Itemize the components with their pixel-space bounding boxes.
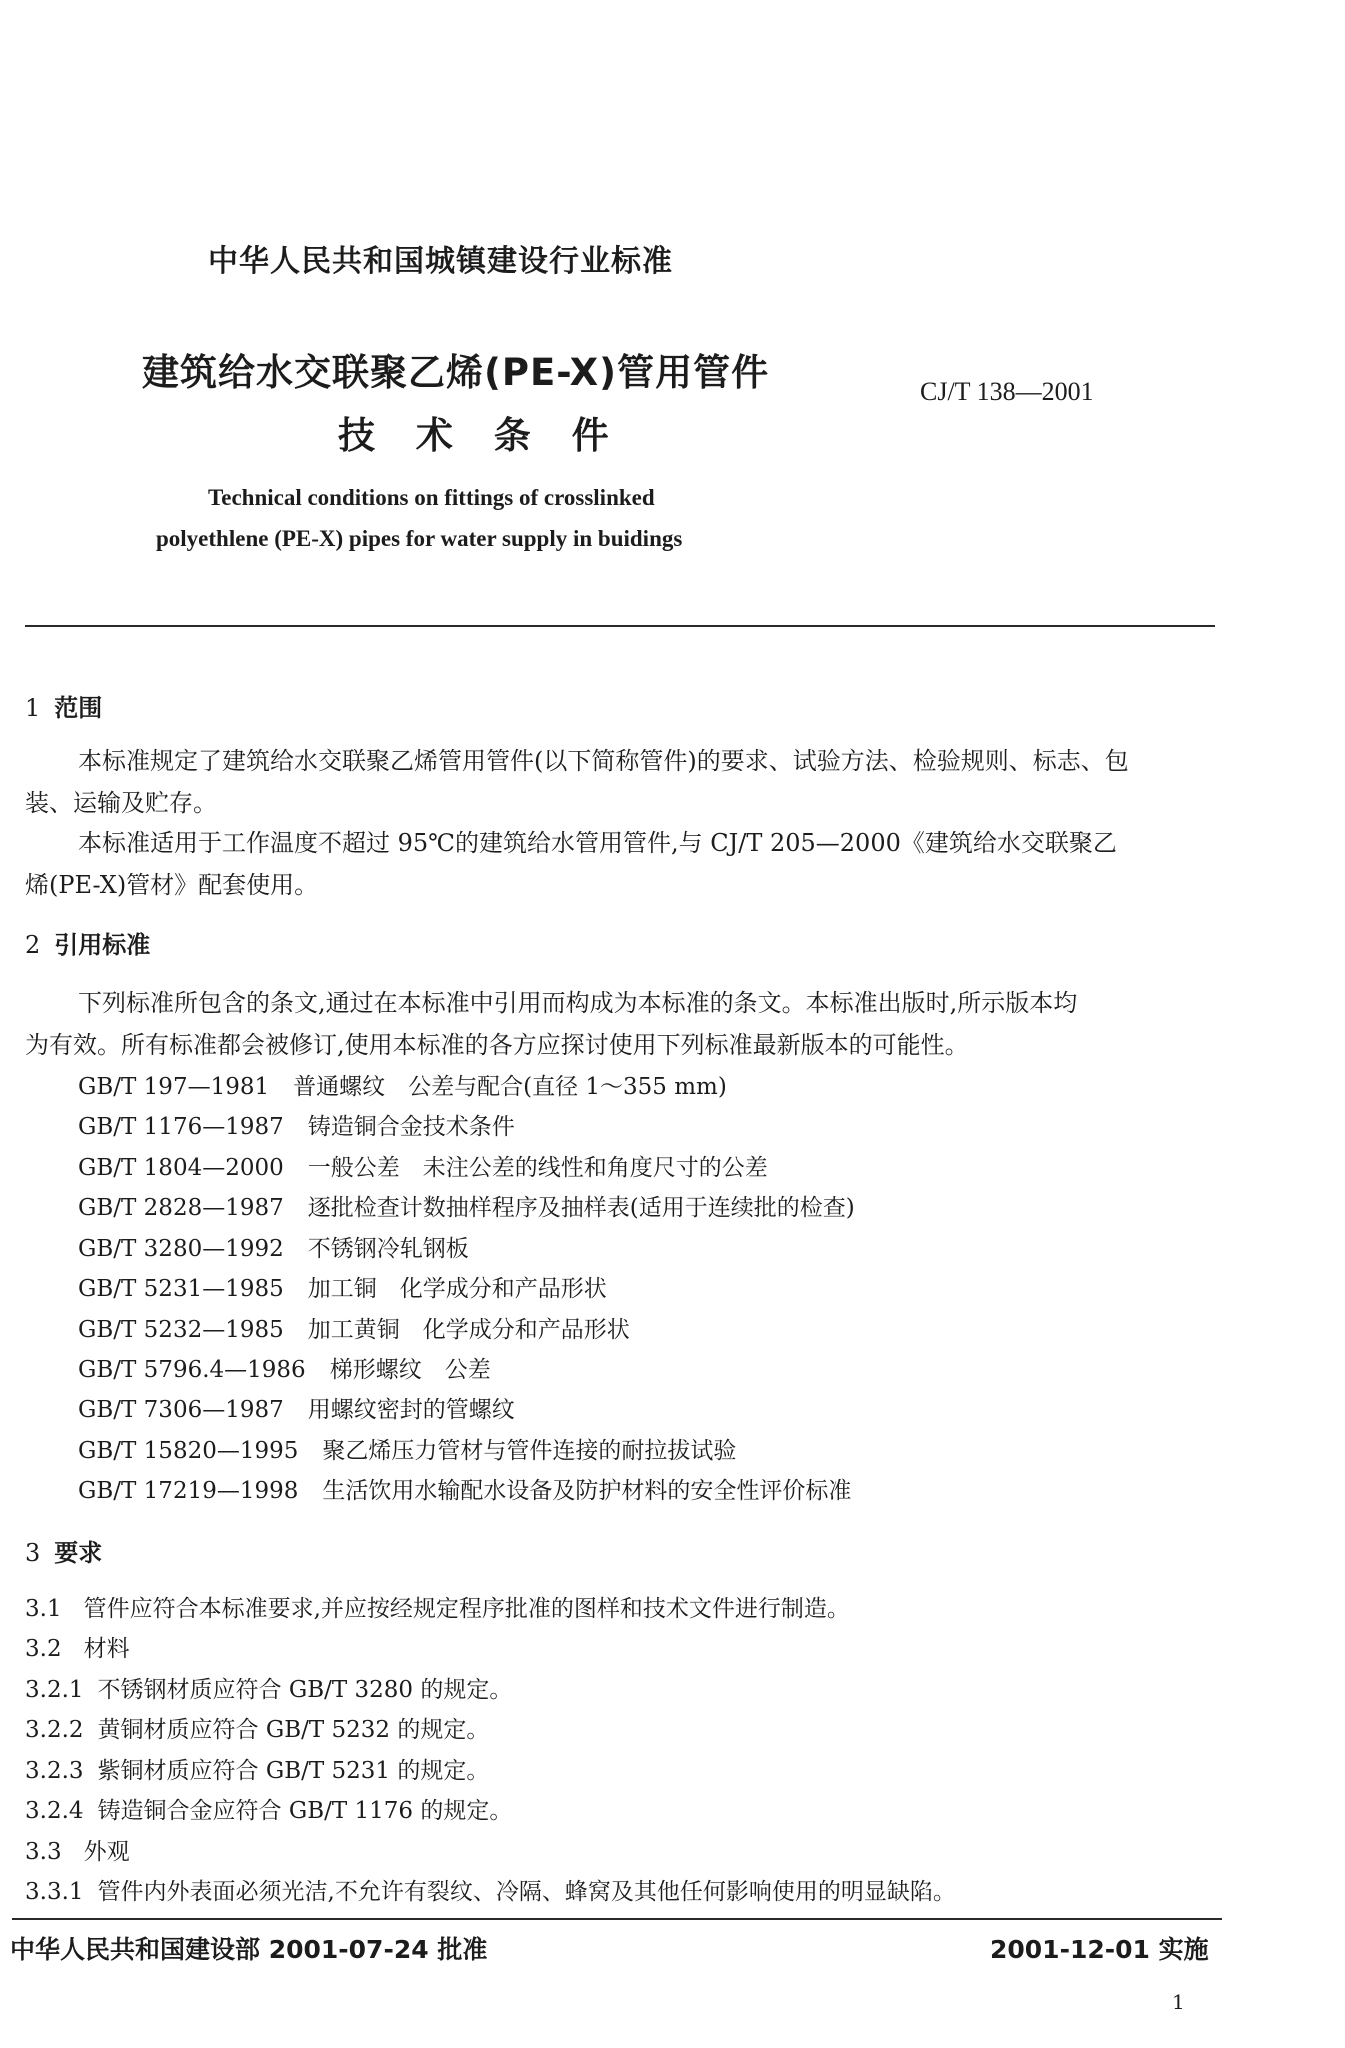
section-1-heading <box>25 688 102 723</box>
section-title: 要求 <box>54 1539 103 1567</box>
reference-item <box>78 1311 630 1344</box>
section-1-para1-line2: 装、运输及贮存。 <box>25 789 217 817</box>
clause-number: 3.3.1 <box>25 1879 84 1905</box>
clause-item <box>25 1752 489 1785</box>
reference-title: 逐批检查计数抽样程序及抽样表(适用于连续批的检查) <box>307 1195 855 1221</box>
clause-number: 3.2.3 <box>25 1758 84 1784</box>
reference-code: GB/T 5231—1985 <box>78 1276 284 1302</box>
reference-code: GB/T 1804—2000 <box>78 1155 284 1181</box>
clause-text: 紫铜材质应符合 GB/T 5231 的规定。 <box>97 1758 490 1784</box>
clause-text: 黄铜材质应符合 GB/T 5232 的规定。 <box>97 1717 490 1743</box>
english-title-line1: Technical conditions on fittings of crosslinked <box>208 485 655 510</box>
reference-code: GB/T 197—1981 <box>78 1074 270 1100</box>
reference-code: GB/T 1176—1987 <box>78 1114 284 1140</box>
reference-item <box>78 1068 727 1101</box>
reference-item <box>78 1391 515 1424</box>
reference-code: GB/T 2828—1987 <box>78 1195 284 1221</box>
section-1-para2-line2: 烯(PE-X)管材》配套使用。 <box>25 871 319 899</box>
clause-item <box>25 1630 130 1663</box>
reference-code: GB/T 17219—1998 <box>78 1478 299 1504</box>
approval-line: 中华人民共和国建设部 2001-07-24 批准 <box>10 1935 488 1964</box>
clause-text: 铸造铜合金应符合 GB/T 1176 的规定。 <box>97 1798 513 1824</box>
page-number: 1 <box>1172 1990 1185 2014</box>
clause-item <box>25 1873 956 1906</box>
section-number: 2 <box>25 931 41 959</box>
section-3-heading <box>25 1533 102 1568</box>
reference-item <box>78 1230 469 1263</box>
reference-code: GB/T 15820—1995 <box>78 1438 299 1464</box>
clause-text: 材料 <box>83 1636 130 1662</box>
reference-title: 不锈钢冷轧钢板 <box>307 1236 469 1262</box>
clause-number: 3.2.1 <box>25 1677 84 1703</box>
section-title: 范围 <box>54 694 103 722</box>
section-1-para2-line1: 本标准适用于工作温度不超过 95℃的建筑给水管用管件,与 CJ/T 205—2000《建筑给水交联聚乙 <box>78 829 1117 857</box>
reference-item <box>78 1432 736 1465</box>
clause-item <box>25 1671 512 1704</box>
clause-text: 管件应符合本标准要求,并应按经规定程序批准的图样和技术文件进行制造。 <box>83 1596 850 1622</box>
clause-item <box>25 1792 512 1825</box>
reference-item <box>78 1472 851 1505</box>
section-2-intro-line2: 为有效。所有标准都会被修订,使用本标准的各方应探讨使用下列标准最新版本的可能性。 <box>25 1031 969 1059</box>
document-subtitle: 技 术 条 件 <box>338 414 609 457</box>
clause-item <box>25 1833 130 1866</box>
document-title: 建筑给水交联聚乙烯(PE-X)管用管件 <box>142 351 770 394</box>
section-2-heading <box>25 925 150 960</box>
reference-title: 加工黄铜 化学成分和产品形状 <box>307 1317 630 1343</box>
reference-code: GB/T 7306—1987 <box>78 1397 284 1423</box>
reference-code: GB/T 5232—1985 <box>78 1317 284 1343</box>
reference-code: GB/T 3280—1992 <box>78 1236 284 1262</box>
clause-number: 3.1 <box>25 1596 62 1622</box>
clause-item <box>25 1590 850 1623</box>
clause-text: 外观 <box>83 1839 130 1865</box>
reference-item <box>78 1108 515 1141</box>
reference-item <box>78 1351 491 1384</box>
section-number: 3 <box>25 1539 41 1567</box>
implementation-date: 2001-12-01 实施 <box>990 1935 1209 1964</box>
reference-title: 聚乙烯压力管材与管件连接的耐拉拔试验 <box>322 1438 737 1464</box>
reference-title: 梯形螺纹 公差 <box>329 1357 491 1383</box>
clause-text: 不锈钢材质应符合 GB/T 3280 的规定。 <box>97 1677 513 1703</box>
clause-number: 3.2.4 <box>25 1798 84 1824</box>
standard-code: CJ/T 138—2001 <box>920 377 1094 406</box>
reference-code: GB/T 5796.4—1986 <box>78 1357 306 1383</box>
reference-title: 普通螺纹 公差与配合(直径 1～355 mm) <box>293 1074 727 1100</box>
issuing-organization: 中华人民共和国城镇建设行业标准 <box>208 244 673 279</box>
reference-title: 生活饮用水输配水设备及防护材料的安全性评价标准 <box>322 1478 852 1504</box>
reference-item <box>78 1189 855 1222</box>
header-divider <box>25 625 1215 627</box>
clause-item <box>25 1711 489 1744</box>
clause-number: 3.3 <box>25 1839 62 1865</box>
section-1-para1-line1: 本标准规定了建筑给水交联聚乙烯管用管件(以下简称管件)的要求、试验方法、检验规则、标志、包 <box>78 747 1129 775</box>
clause-text: 管件内外表面必须光洁,不允许有裂纹、冷隔、蜂窝及其他任何影响使用的明显缺陷。 <box>97 1879 956 1905</box>
reference-title: 一般公差 未注公差的线性和角度尺寸的公差 <box>307 1155 768 1181</box>
footer-divider <box>12 1918 1222 1920</box>
clause-number: 3.2 <box>25 1636 62 1662</box>
section-number: 1 <box>25 694 41 722</box>
reference-item <box>78 1149 768 1182</box>
reference-item <box>78 1270 607 1303</box>
reference-title: 加工铜 化学成分和产品形状 <box>307 1276 607 1302</box>
section-title: 引用标准 <box>54 931 151 959</box>
english-title-line2: polyethlene (PE-X) pipes for water supply in buidings <box>156 526 683 551</box>
clause-number: 3.2.2 <box>25 1717 84 1743</box>
reference-title: 用螺纹密封的管螺纹 <box>307 1397 515 1423</box>
section-2-intro-line1: 下列标准所包含的条文,通过在本标准中引用而构成为本标准的条文。本标准出版时,所示版本均 <box>78 989 1078 1017</box>
reference-title: 铸造铜合金技术条件 <box>307 1114 515 1140</box>
